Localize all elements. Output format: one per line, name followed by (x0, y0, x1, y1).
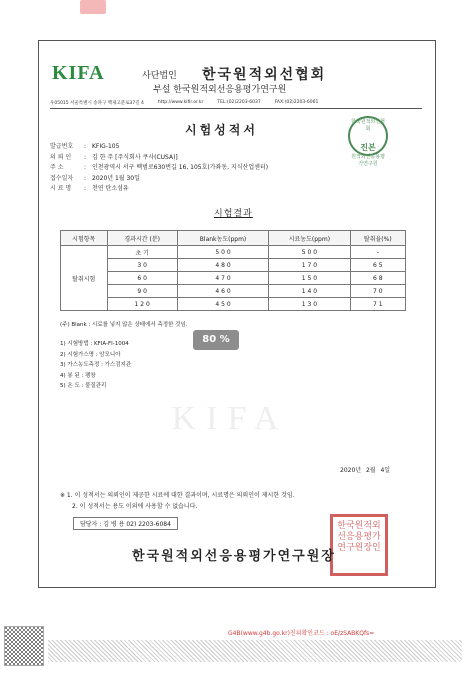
org-name: 한국원적외선협회 (202, 67, 327, 83)
table-row (61, 259, 406, 272)
info-row: 의 뢰 인 : 김 한 주 [주식회사 쿠사(CUSA)] (50, 153, 268, 164)
info-label: 의 뢰 인 (50, 153, 72, 161)
table-header: 경과시간 (분) (107, 231, 177, 246)
list-item: 3) 가스농도측정 : 가스검지관 (60, 362, 132, 368)
table-cell: 5 0 0 (177, 246, 268, 259)
table-header-row (61, 231, 406, 246)
table-cell: 5 0 0 (269, 246, 350, 259)
footer-notes (60, 490, 295, 512)
test-item-cell: 탈취시험 (61, 246, 108, 311)
kifa-watermark: KIFA (171, 400, 289, 437)
document-title: 시험성적서 (185, 123, 258, 137)
org-prefix: 사단법인 (142, 71, 177, 81)
seal-center-text: 진본 (360, 143, 376, 152)
info-label: 주 소 (50, 164, 64, 171)
section-title: 시험결과 (214, 209, 253, 219)
table-cell: 1 7 0 (269, 259, 350, 272)
table-cell: 1 4 0 (269, 285, 350, 298)
table-header: 시료농도(ppm) (269, 231, 350, 246)
table-cell: 4 6 0 (177, 285, 268, 298)
table-cell: 4 8 0 (177, 259, 268, 272)
footer-note: 2. 이 성적서는 용도 이외에 사용할 수 없습니다. (72, 503, 198, 510)
list-item: 5) 온 도 : 물질관리 (60, 383, 107, 389)
org-subtitle: 부설 한국원적외선응용평가연구원 (153, 85, 287, 95)
table-cell: 초 기 (107, 246, 177, 259)
table-header: Blank농도(ppm) (177, 231, 268, 246)
info-value: 인천광역시 서구 백범로630번길 16, 105호(가좌동, 지식산업센터) (92, 164, 269, 171)
zoom-level-badge: 80 % (193, 330, 239, 350)
top-stamp-fragment (80, 0, 106, 14)
table-cell: 7 1 (350, 298, 405, 311)
kifa-logo: KIFA (52, 62, 105, 84)
table-cell: 1 2 0 (107, 298, 177, 311)
info-value: 김 한 주 [주식회사 쿠사(CUSA)] (92, 153, 178, 161)
table-cell: 6 8 (350, 272, 405, 285)
table-header: 시험항목 (61, 231, 108, 246)
director-signature: 한국원적외선응용평가연구원장 (132, 549, 336, 564)
info-row: 접수일자 : 2020년 1월 30일 (50, 174, 268, 185)
info-row: 주 소 : 인천광역시 서구 백범로630번길 16, 105호(가좌동, 지식산업센터) (50, 163, 268, 174)
issue-date: 2020년 2월 4일 (340, 467, 391, 474)
footer-note: ※ 1. 이 성적서는 의뢰인이 제공한 시료에 대한 결과이며, 시료명은 의뢰인이 제시한 것임. (60, 492, 295, 499)
table-row (61, 272, 406, 285)
table-header: 탈취율(%) (350, 231, 405, 246)
fax-number: FAX:(02)2203-6061 (274, 100, 319, 105)
list-item: 2) 시험가스명 : 암모니아 (60, 351, 121, 358)
address-bar (50, 100, 422, 109)
qr-code-icon (4, 626, 44, 666)
tel-number: TEL:(02)2203-6037 (217, 100, 261, 105)
contact-box: 담당자 : 김 병 용 02) 2203-6084 (73, 517, 178, 530)
list-item: 1) 시험방법 : KFIA-FI-1004 (60, 341, 129, 347)
table-cell: 1 5 0 (269, 272, 350, 285)
table-cell: 1 3 0 (269, 298, 350, 311)
results-table (60, 230, 406, 311)
info-row: 시 료 명 : 천연 탄소섬유 (50, 184, 268, 195)
info-label: 접수일자 (50, 174, 74, 182)
seal-top-text: 한국원적외선협회 (351, 119, 385, 132)
authenticity-seal-icon (348, 116, 388, 167)
table-cell: - (350, 246, 405, 259)
list-item: 4) 봉 된 : 팽창 (60, 372, 96, 379)
table-cell: 9 0 (107, 285, 177, 298)
table-cell: 4 7 0 (177, 272, 268, 285)
table-cell: 7 0 (350, 285, 405, 298)
info-label: 시 료 명 (50, 185, 72, 192)
table-cell: 6 5 (350, 259, 405, 272)
table-cell: 3 0 (107, 259, 177, 272)
postal-address: 우05015 서울특별시 송파구 백제고분로37길 4 (50, 101, 144, 106)
test-method-list (60, 339, 131, 392)
info-value: 2020년 1월 30일 (92, 174, 140, 182)
table-row (61, 285, 406, 298)
table-row (61, 298, 406, 311)
info-value: KFIG-105 (92, 143, 120, 150)
table-cell: 4 5 0 (177, 298, 268, 311)
seal-bottom-text: 원적외선응용평가연구원 (351, 154, 385, 167)
info-row: 발급번호 : KFIG-105 (50, 142, 268, 153)
security-barcode (48, 640, 462, 662)
info-value: 천연 탄소섬유 (92, 185, 129, 192)
info-label: 발급번호 (50, 143, 74, 150)
official-stamp-icon: 한국원적외선응용평가연구원장인 (330, 514, 388, 576)
blank-note: (주) Blank : 시료를 넣지 않은 상태에서 측정한 것임. (60, 322, 188, 328)
table-row (61, 246, 406, 259)
issue-info (50, 142, 268, 195)
verification-code: G4B(www.g4b.go.kr)진위확인코드 : oE/zSABKQfs= (228, 630, 375, 637)
website-link[interactable]: http://www.kifir.or.kr (157, 100, 204, 105)
table-cell: 6 0 (107, 272, 177, 285)
